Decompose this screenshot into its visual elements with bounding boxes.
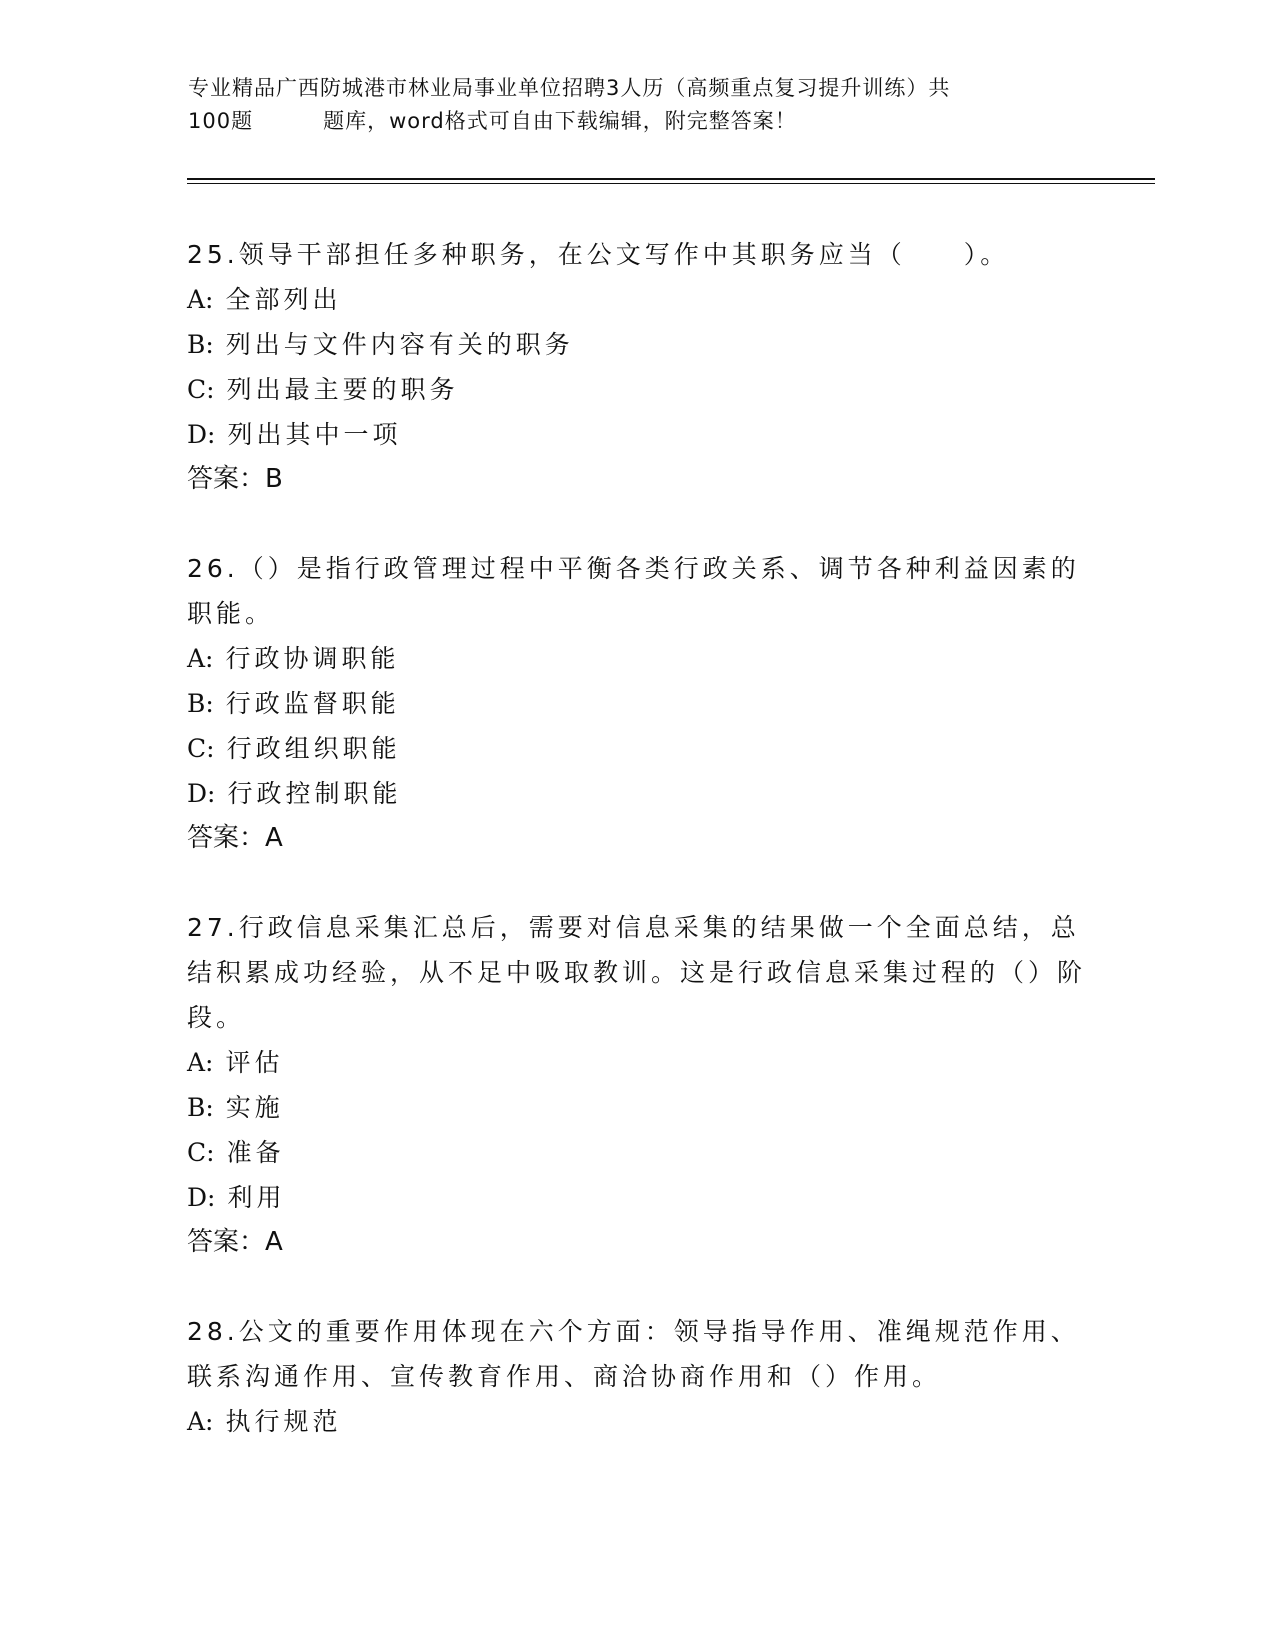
option-text: 利用: [227, 1183, 286, 1212]
option-label: D:: [187, 420, 216, 449]
option-text: 评估: [225, 1048, 284, 1077]
answer-line: 答案：A: [187, 1227, 283, 1257]
question-list: [187, 232, 1087, 1488]
option-text: 行政控制职能: [227, 779, 402, 808]
option-label: A:: [187, 1048, 214, 1077]
question-option: [187, 1399, 1087, 1444]
question-item: [187, 232, 1087, 502]
question-stem: 27.行政信息采集汇总后，需要对信息采集的结果做一个全面总结，总结积累成功经验，从不足中吸取教训。这是行政信息采集过程的（）阶段。: [187, 913, 1087, 1032]
question-option: [187, 1130, 1087, 1175]
question-stem: 28.公文的重要作用体现在六个方面：领导指导作用、准绳规范作用、联系沟通作用、宣传教育作用、商洽协商作用和（）作用。: [187, 1317, 1080, 1391]
question-item: [187, 1309, 1087, 1444]
option-text: 全部列出: [225, 285, 342, 314]
option-text: 列出与文件内容有关的职务: [225, 330, 574, 359]
option-label: A:: [187, 285, 214, 314]
option-label: C:: [187, 1138, 215, 1167]
question-option: [187, 771, 1087, 816]
question-option: [187, 1085, 1087, 1130]
header-title-line-1: 专业精品广西防城港市林业局事业单位招聘3人历（高频重点复习提升训练）共: [188, 76, 951, 100]
option-text: 列出最主要的职务: [226, 375, 459, 404]
header-description: 题库，word格式可自由下载编辑，附完整答案！: [323, 109, 797, 133]
question-option: [187, 1175, 1087, 1220]
option-text: 行政组织职能: [226, 734, 401, 763]
question-option: [187, 412, 1087, 457]
question-option: [187, 636, 1087, 681]
question-item: [187, 546, 1087, 861]
question-option: [187, 726, 1087, 771]
question-option: [187, 277, 1087, 322]
question-option: [187, 1040, 1087, 1085]
option-label: A:: [187, 1407, 214, 1436]
question-item: [187, 905, 1087, 1265]
option-label: B:: [187, 689, 214, 718]
option-label: D:: [187, 779, 216, 808]
option-label: A:: [187, 644, 214, 673]
option-text: 行政监督职能: [225, 689, 400, 718]
option-label: C:: [187, 375, 215, 404]
option-text: 执行规范: [225, 1407, 342, 1436]
option-label: C:: [187, 734, 215, 763]
question-option: [187, 681, 1087, 726]
option-text: 实施: [225, 1093, 284, 1122]
question-option: [187, 367, 1087, 412]
header-divider-thick: [187, 178, 1155, 180]
answer-line: 答案：A: [187, 823, 283, 853]
header-divider-thin: [187, 183, 1155, 184]
option-text: 列出其中一项: [227, 420, 402, 449]
question-stem: 26.（）是指行政管理过程中平衡各类行政关系、调节各种利益因素的职能。: [187, 554, 1080, 628]
option-label: D:: [187, 1183, 216, 1212]
question-option: [187, 322, 1087, 367]
answer-line: 答案：B: [187, 464, 283, 494]
header-count: 100题: [188, 109, 254, 133]
option-text: 行政协调职能: [225, 644, 400, 673]
document-header: [188, 72, 1068, 138]
option-text: 准备: [226, 1138, 285, 1167]
option-label: B:: [187, 330, 214, 359]
question-stem: 25.领导干部担任多种职务，在公文写作中其职务应当（ ）。: [187, 240, 1010, 269]
header-title-line-2: [188, 105, 1068, 138]
option-label: B:: [187, 1093, 214, 1122]
